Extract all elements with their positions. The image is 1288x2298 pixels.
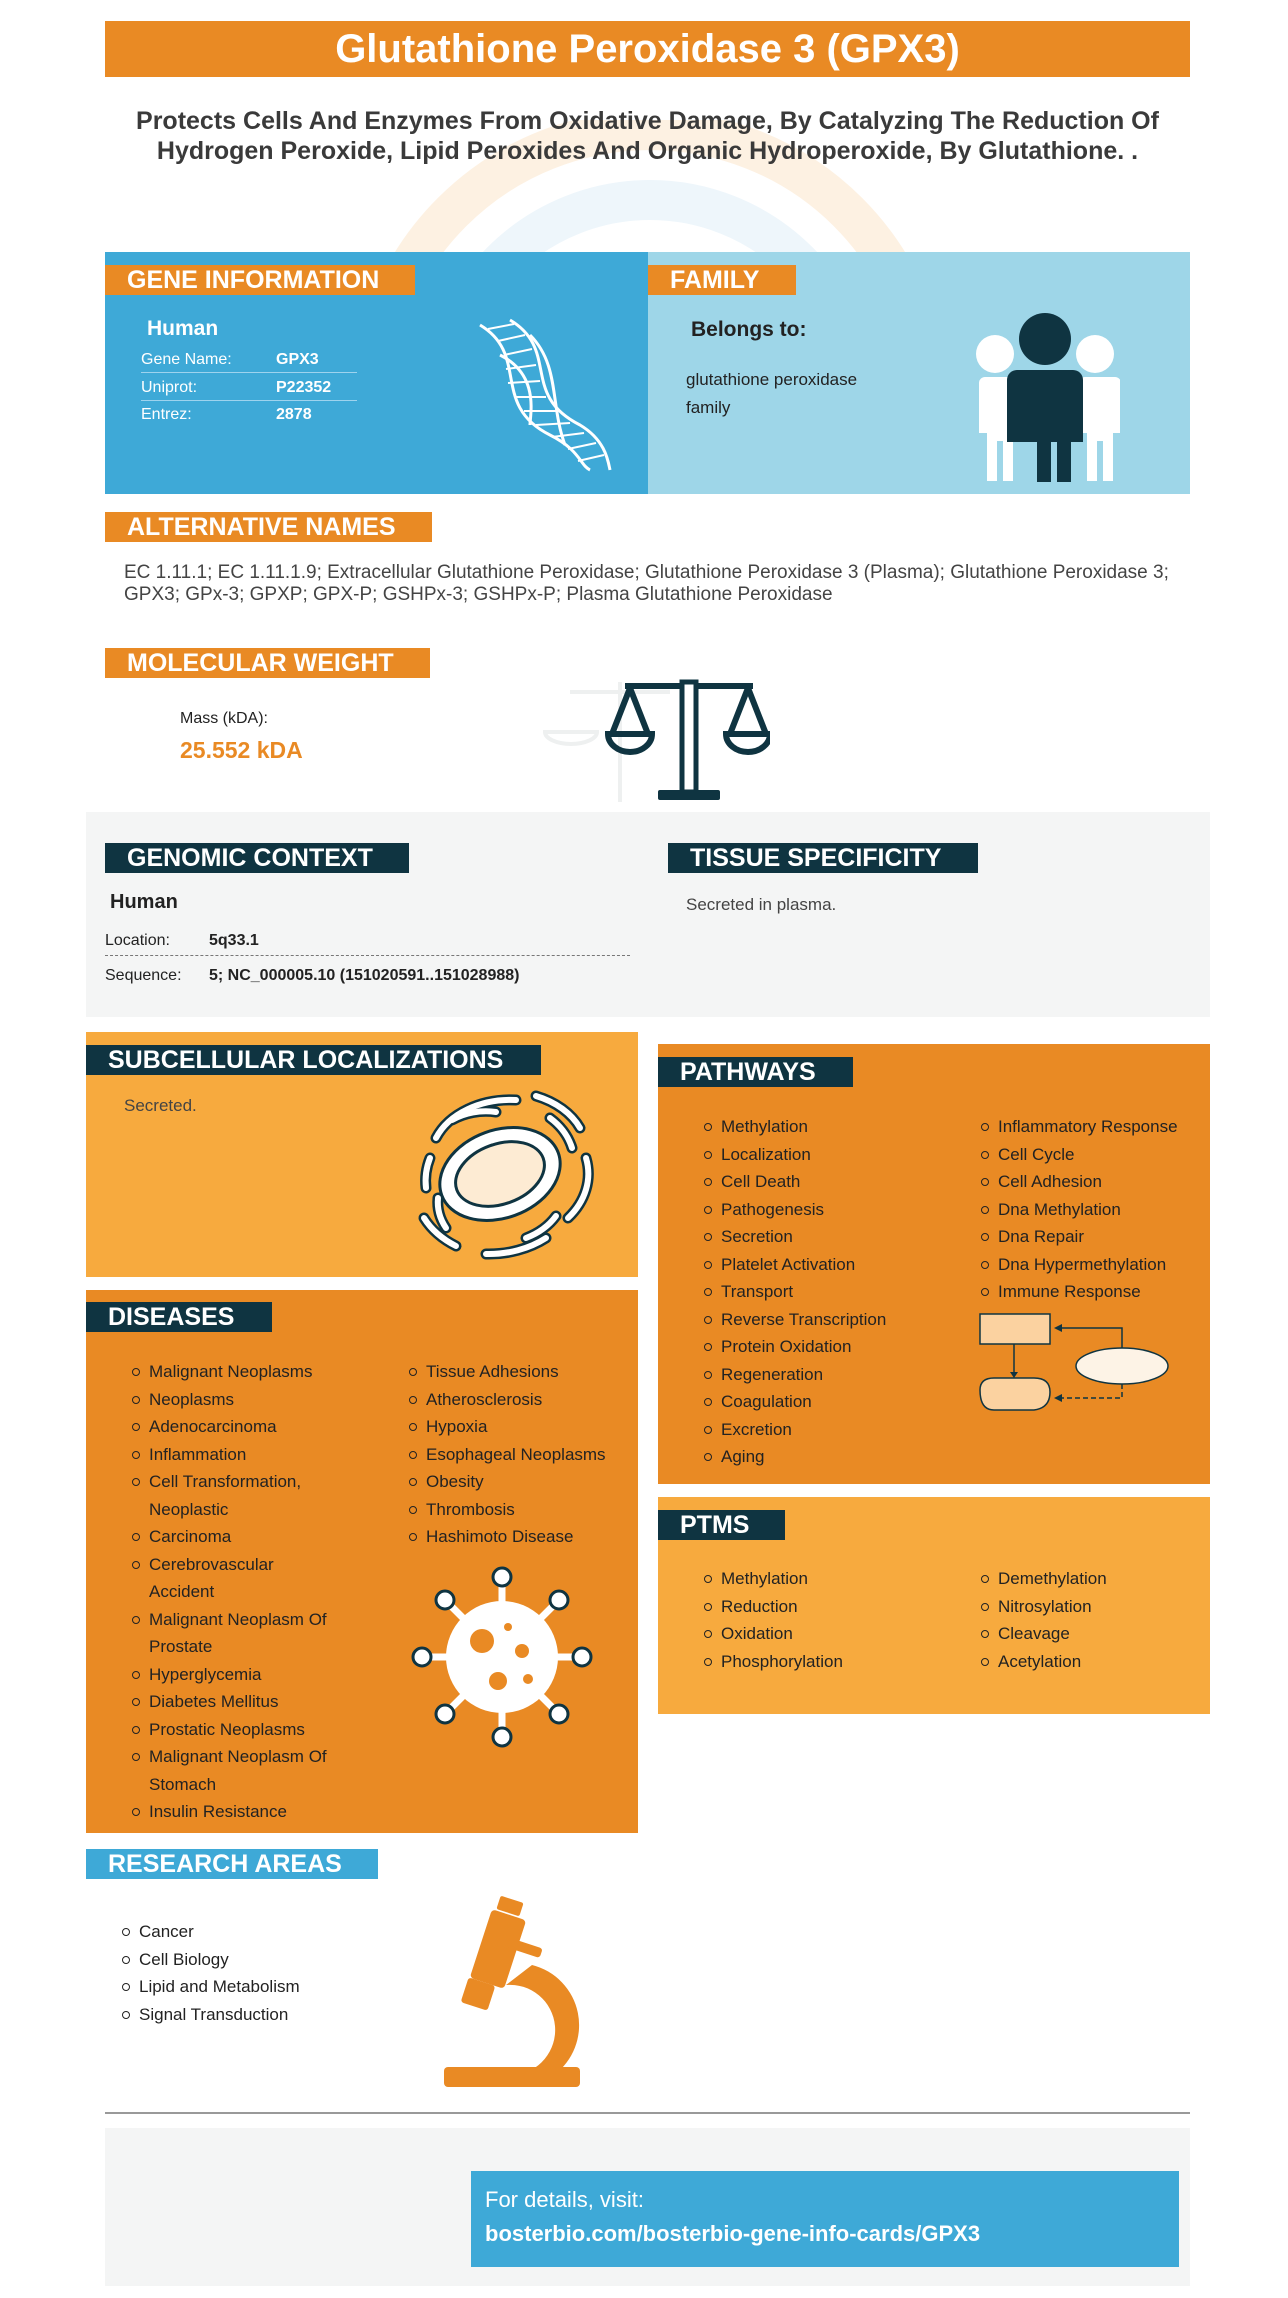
- pathways-list-col1: [702, 1113, 962, 1471]
- golgi-cell-icon: [396, 1078, 606, 1266]
- gene-function-summary: Protects Cells And Enzymes From Oxidative Damage, By Catalyzing The Reduction Of Hydrogen Peroxide, Lipid Peroxides And Organic Hydroperoxide, By Glutathione. .: [136, 107, 1159, 165]
- uniprot-row: [141, 375, 357, 401]
- details-link-intro: For details, visit:: [485, 2187, 644, 2212]
- pathway-item: Methylation: [702, 1113, 962, 1141]
- research-areas-list: [120, 1918, 380, 2028]
- pathway-item: Dna Methylation: [979, 1196, 1209, 1224]
- pathway-item: Coagulation: [702, 1388, 962, 1416]
- research-area-item: Cancer: [120, 1918, 380, 1946]
- ptm-item: Reduction: [702, 1593, 962, 1621]
- pathway-item: Secretion: [702, 1223, 962, 1251]
- diseases-list-col2: [407, 1358, 637, 1551]
- pathway-diagram-icon: [976, 1310, 1172, 1416]
- gene-information-heading: GENE INFORMATION: [105, 265, 415, 295]
- ptm-item: Acetylation: [979, 1648, 1209, 1676]
- subcellular-heading: SUBCELLULAR LOCALIZATIONS: [86, 1045, 541, 1075]
- disease-item: Inflammation: [130, 1441, 340, 1469]
- alternative-names-heading: ALTERNATIVE NAMES: [105, 512, 432, 542]
- pathway-item: Reverse Transcription: [702, 1306, 962, 1334]
- diseases-heading: DISEASES: [86, 1302, 272, 1332]
- genomic-species: Human: [110, 891, 178, 913]
- research-area-item: Cell Biology: [120, 1946, 380, 1974]
- sequence-label: Sequence:: [105, 967, 182, 984]
- alternative-names-text: EC 1.11.1; EC 1.11.1.9; Extracellular Glutathione Peroxidase; Glutathione Peroxidase 3 (Plasma); Glutathione Peroxidase 3; GPX3; GPx-3; GPXP; GPX-P; GSHPx-3; GSHPx-P; Plasma Glutathione Peroxidase: [124, 562, 1169, 605]
- entrez-row: [141, 402, 357, 428]
- disease-item: Tissue Adhesions: [407, 1358, 637, 1386]
- pathway-item: Cell Adhesion: [979, 1168, 1209, 1196]
- virus-icon: [410, 1565, 595, 1750]
- disease-item: Obesity: [407, 1468, 637, 1496]
- ptm-item: Oxidation: [702, 1620, 962, 1648]
- sequence-value: 5; NC_000005.10 (151020591..151028988): [209, 967, 520, 984]
- mass-label: Mass (kDA):: [180, 710, 268, 727]
- ptms-list-col2: [979, 1565, 1209, 1675]
- location-value: 5q33.1: [209, 932, 259, 949]
- ptms-heading: PTMS: [658, 1510, 785, 1540]
- ptms-list-col1: [702, 1565, 962, 1675]
- location-row: [105, 926, 630, 956]
- disease-item: Cell Transformation, Neoplastic: [130, 1468, 340, 1523]
- footer-divider: [105, 2112, 1190, 2114]
- ptm-item: Demethylation: [979, 1565, 1209, 1593]
- tissue-specificity-heading: TISSUE SPECIFICITY: [668, 843, 978, 873]
- disease-item: Thrombosis: [407, 1496, 637, 1524]
- belongs-to-label: Belongs to:: [691, 318, 807, 341]
- disease-item: Malignant Neoplasm Of Prostate: [130, 1606, 340, 1661]
- location-label: Location:: [105, 932, 170, 949]
- pathway-item: Dna Hypermethylation: [979, 1251, 1209, 1279]
- pathway-item: Transport: [702, 1278, 962, 1306]
- disease-item: Adenocarcinoma: [130, 1413, 340, 1441]
- pathways-heading: PATHWAYS: [658, 1057, 853, 1087]
- family-name: glutathione peroxidase family: [686, 370, 858, 417]
- disease-item: Neoplasms: [130, 1386, 340, 1414]
- disease-item: Hyperglycemia: [130, 1661, 340, 1689]
- dna-icon: [470, 315, 615, 475]
- research-areas-heading: RESEARCH AREAS: [86, 1849, 378, 1879]
- molecular-weight-heading: MOLECULAR WEIGHT: [105, 648, 430, 678]
- pathway-item: Cell Cycle: [979, 1141, 1209, 1169]
- pathway-item: Inflammatory Response: [979, 1113, 1209, 1141]
- pathways-list-col2: [979, 1113, 1209, 1306]
- ptm-item: Methylation: [702, 1565, 962, 1593]
- disease-item: Carcinoma: [130, 1523, 340, 1551]
- family-people-icon: [970, 312, 1120, 484]
- pathway-item: Dna Repair: [979, 1223, 1209, 1251]
- details-link-url[interactable]: bosterbio.com/bosterbio-gene-info-cards/GPX3: [485, 2221, 981, 2246]
- disease-item: Cerebrovascular Accident: [130, 1551, 340, 1606]
- pathway-item: Excretion: [702, 1416, 962, 1444]
- ptm-item: Phosphorylation: [702, 1648, 962, 1676]
- page-title: Glutathione Peroxidase 3 (GPX3): [105, 21, 1190, 77]
- research-area-item: Signal Transduction: [120, 2001, 380, 2029]
- disease-item: Diabetes Mellitus: [130, 1688, 340, 1716]
- disease-item: Prostatic Neoplasms: [130, 1716, 340, 1744]
- pathway-item: Pathogenesis: [702, 1196, 962, 1224]
- gene-name-label: Gene Name:: [141, 351, 232, 368]
- pathway-item: Protein Oxidation: [702, 1333, 962, 1361]
- diseases-list-col1: [130, 1358, 340, 1826]
- family-heading: FAMILY: [648, 265, 796, 295]
- microscope-icon: [436, 1895, 596, 2090]
- mass-value: 25.552 kDA: [180, 737, 303, 763]
- uniprot-value: P22352: [276, 379, 332, 396]
- disease-item: Atherosclerosis: [407, 1386, 637, 1414]
- ptm-item: Nitrosylation: [979, 1593, 1209, 1621]
- pathway-item: Localization: [702, 1141, 962, 1169]
- uniprot-label: Uniprot:: [141, 379, 198, 396]
- pathway-item: Aging: [702, 1443, 962, 1471]
- disease-item: Hypoxia: [407, 1413, 637, 1441]
- pathway-item: Regeneration: [702, 1361, 962, 1389]
- disease-item: Malignant Neoplasms: [130, 1358, 340, 1386]
- ptm-item: Cleavage: [979, 1620, 1209, 1648]
- gene-species: Human: [147, 317, 219, 340]
- sequence-row: [105, 961, 630, 991]
- gene-name-row: [141, 347, 357, 373]
- disease-item: Hashimoto Disease: [407, 1523, 637, 1551]
- entrez-value: 2878: [276, 406, 312, 423]
- subcellular-text: Secreted.: [124, 1096, 197, 1115]
- research-area-item: Lipid and Metabolism: [120, 1973, 380, 2001]
- tissue-specificity-text: Secreted in plasma.: [686, 895, 837, 914]
- disease-item: Malignant Neoplasm Of Stomach: [130, 1743, 340, 1798]
- entrez-label: Entrez:: [141, 406, 192, 423]
- pathway-item: Platelet Activation: [702, 1251, 962, 1279]
- disease-item: Esophageal Neoplasms: [407, 1441, 637, 1469]
- disease-item: Insulin Resistance: [130, 1798, 340, 1826]
- genomic-context-heading: GENOMIC CONTEXT: [105, 843, 409, 873]
- pathway-item: Cell Death: [702, 1168, 962, 1196]
- scale-icon: [540, 662, 770, 814]
- details-link[interactable]: [471, 2171, 1179, 2267]
- pathway-item: Immune Response: [979, 1278, 1209, 1306]
- gene-name-value: GPX3: [276, 351, 319, 368]
